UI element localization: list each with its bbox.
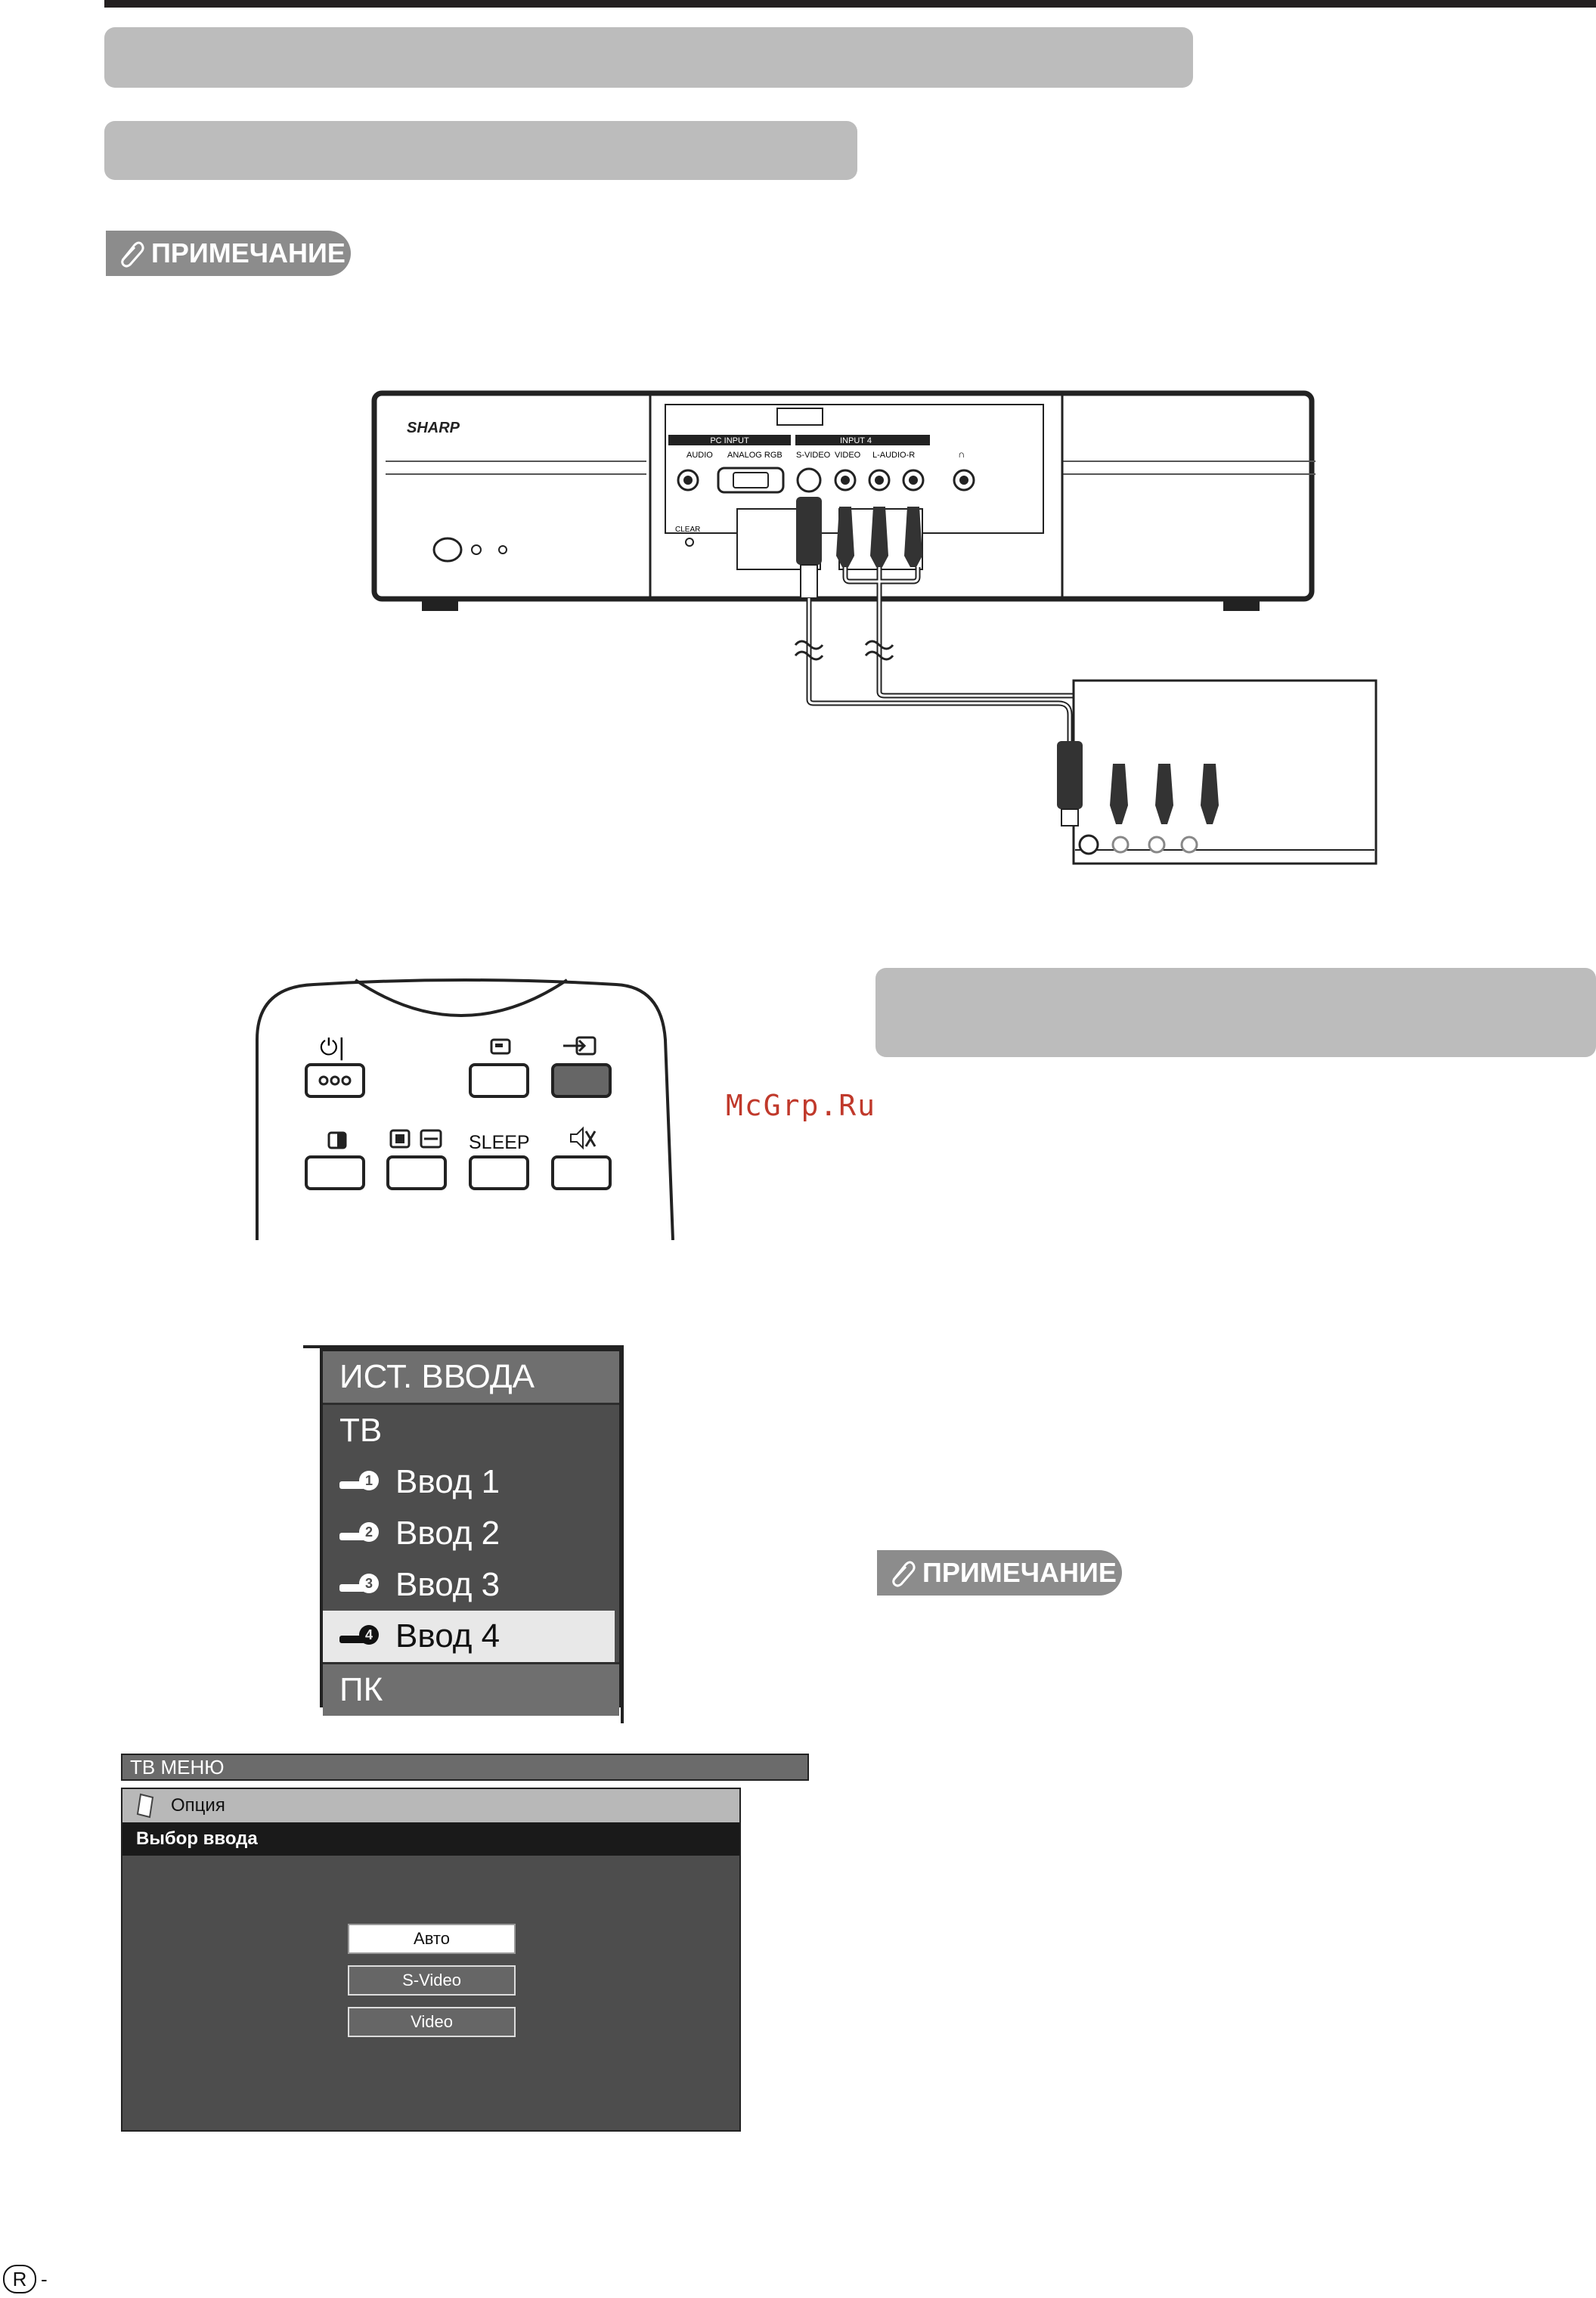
remote-control [253,968,677,1240]
input-item-2[interactable] [323,1508,619,1559]
input-plug-icon [339,1522,379,1545]
device-audio-l-jack [1149,837,1164,852]
label-clear: CLEAR [675,526,701,534]
picture-mode-button [306,1157,364,1189]
region-mark: R [3,2265,36,2293]
input-item-pc[interactable] [323,1662,619,1716]
option-icon [135,1793,156,1819]
sleep-button [470,1157,528,1189]
input-number: 2 [364,1524,373,1540]
input-item-tv[interactable] [323,1405,619,1456]
note-badge [106,231,351,276]
input-number: 1 [364,1473,373,1488]
step-heading-bar [875,968,1596,1057]
paperclip-icon [116,239,145,268]
audio-l-plug-icon [870,507,888,567]
section-heading-bar [104,27,1193,88]
input-item-label: Ввод 3 [395,1566,500,1603]
svideo-plug-icon [796,497,822,598]
device-video-jack [1113,837,1128,852]
wide-mode-button [388,1157,445,1189]
label-l-audio-r: L-AUDIO-R [872,451,916,460]
input-item-label: Ввод 1 [395,1463,500,1500]
input-plug-icon [339,1574,379,1596]
input-item-label: ТВ [339,1412,383,1449]
input-menu-title: ИСТ. ВВОДА [323,1351,619,1405]
display-button [470,1065,528,1096]
page-dash: - [41,2267,48,2290]
input-plug-icon [339,1471,379,1493]
mute-button [553,1157,610,1189]
note-label: ПРИМЕЧАНИЕ [922,1557,1117,1588]
tv-menu-header: ТВ МЕНЮ [121,1754,809,1781]
power-icon: ⏻| [320,1034,346,1061]
top-rule [104,0,1596,8]
svideo-jack [798,469,820,492]
sharp-logo: SHARP [407,420,460,436]
choice-auto[interactable]: Авто [348,1924,516,1954]
note-badge-2 [877,1550,1122,1596]
input-number: 4 [364,1627,373,1642]
input-select-title: Выбор ввода [122,1822,739,1856]
input-item-label: Ввод 2 [395,1515,500,1552]
label-video: VIDEO [835,451,861,460]
device-audio-r-jack [1182,837,1197,852]
input-number: 3 [364,1576,373,1591]
video-plug-icon [836,507,854,567]
input-item-label: ПК [339,1671,383,1708]
tv-menu-panel [121,1788,741,2132]
label-analog-rgb: ANALOG RGB [727,451,783,460]
label-svideo: S-VIDEO [796,451,831,460]
audio-r-plug-icon [904,507,922,567]
label-input4: INPUT 4 [840,436,872,445]
connection-diagram [363,382,1391,881]
option-tab[interactable] [122,1789,739,1822]
picture-mode-icon [329,1133,346,1148]
choice-svideo[interactable]: S-Video [348,1965,516,1996]
page-reference [3,2265,48,2293]
option-label: Опция [171,1795,225,1816]
device-svideo-plug-icon [1057,741,1083,826]
power-button [306,1065,364,1096]
note-label: ПРИМЕЧАНИЕ [151,237,346,268]
label-audio: AUDIO [686,451,713,460]
input-item-label: Ввод 4 [395,1617,500,1654]
input-item-4-selected[interactable] [323,1611,615,1662]
headphone-icon: ∩ [958,448,965,460]
input-source-menu [320,1348,622,1707]
input-item-1[interactable] [323,1456,619,1508]
label-pc-input: PC INPUT [710,436,749,445]
sleep-label: SLEEP [469,1132,530,1153]
paperclip-icon [888,1558,916,1587]
watermark: McGrp.Ru [726,1089,877,1122]
input-item-3[interactable] [323,1559,619,1611]
subsection-heading-bar [104,121,857,180]
device-svideo-jack [1080,836,1098,854]
input-button [553,1065,610,1096]
input-plug-icon [339,1625,379,1648]
choice-video[interactable]: Video [348,2007,516,2037]
